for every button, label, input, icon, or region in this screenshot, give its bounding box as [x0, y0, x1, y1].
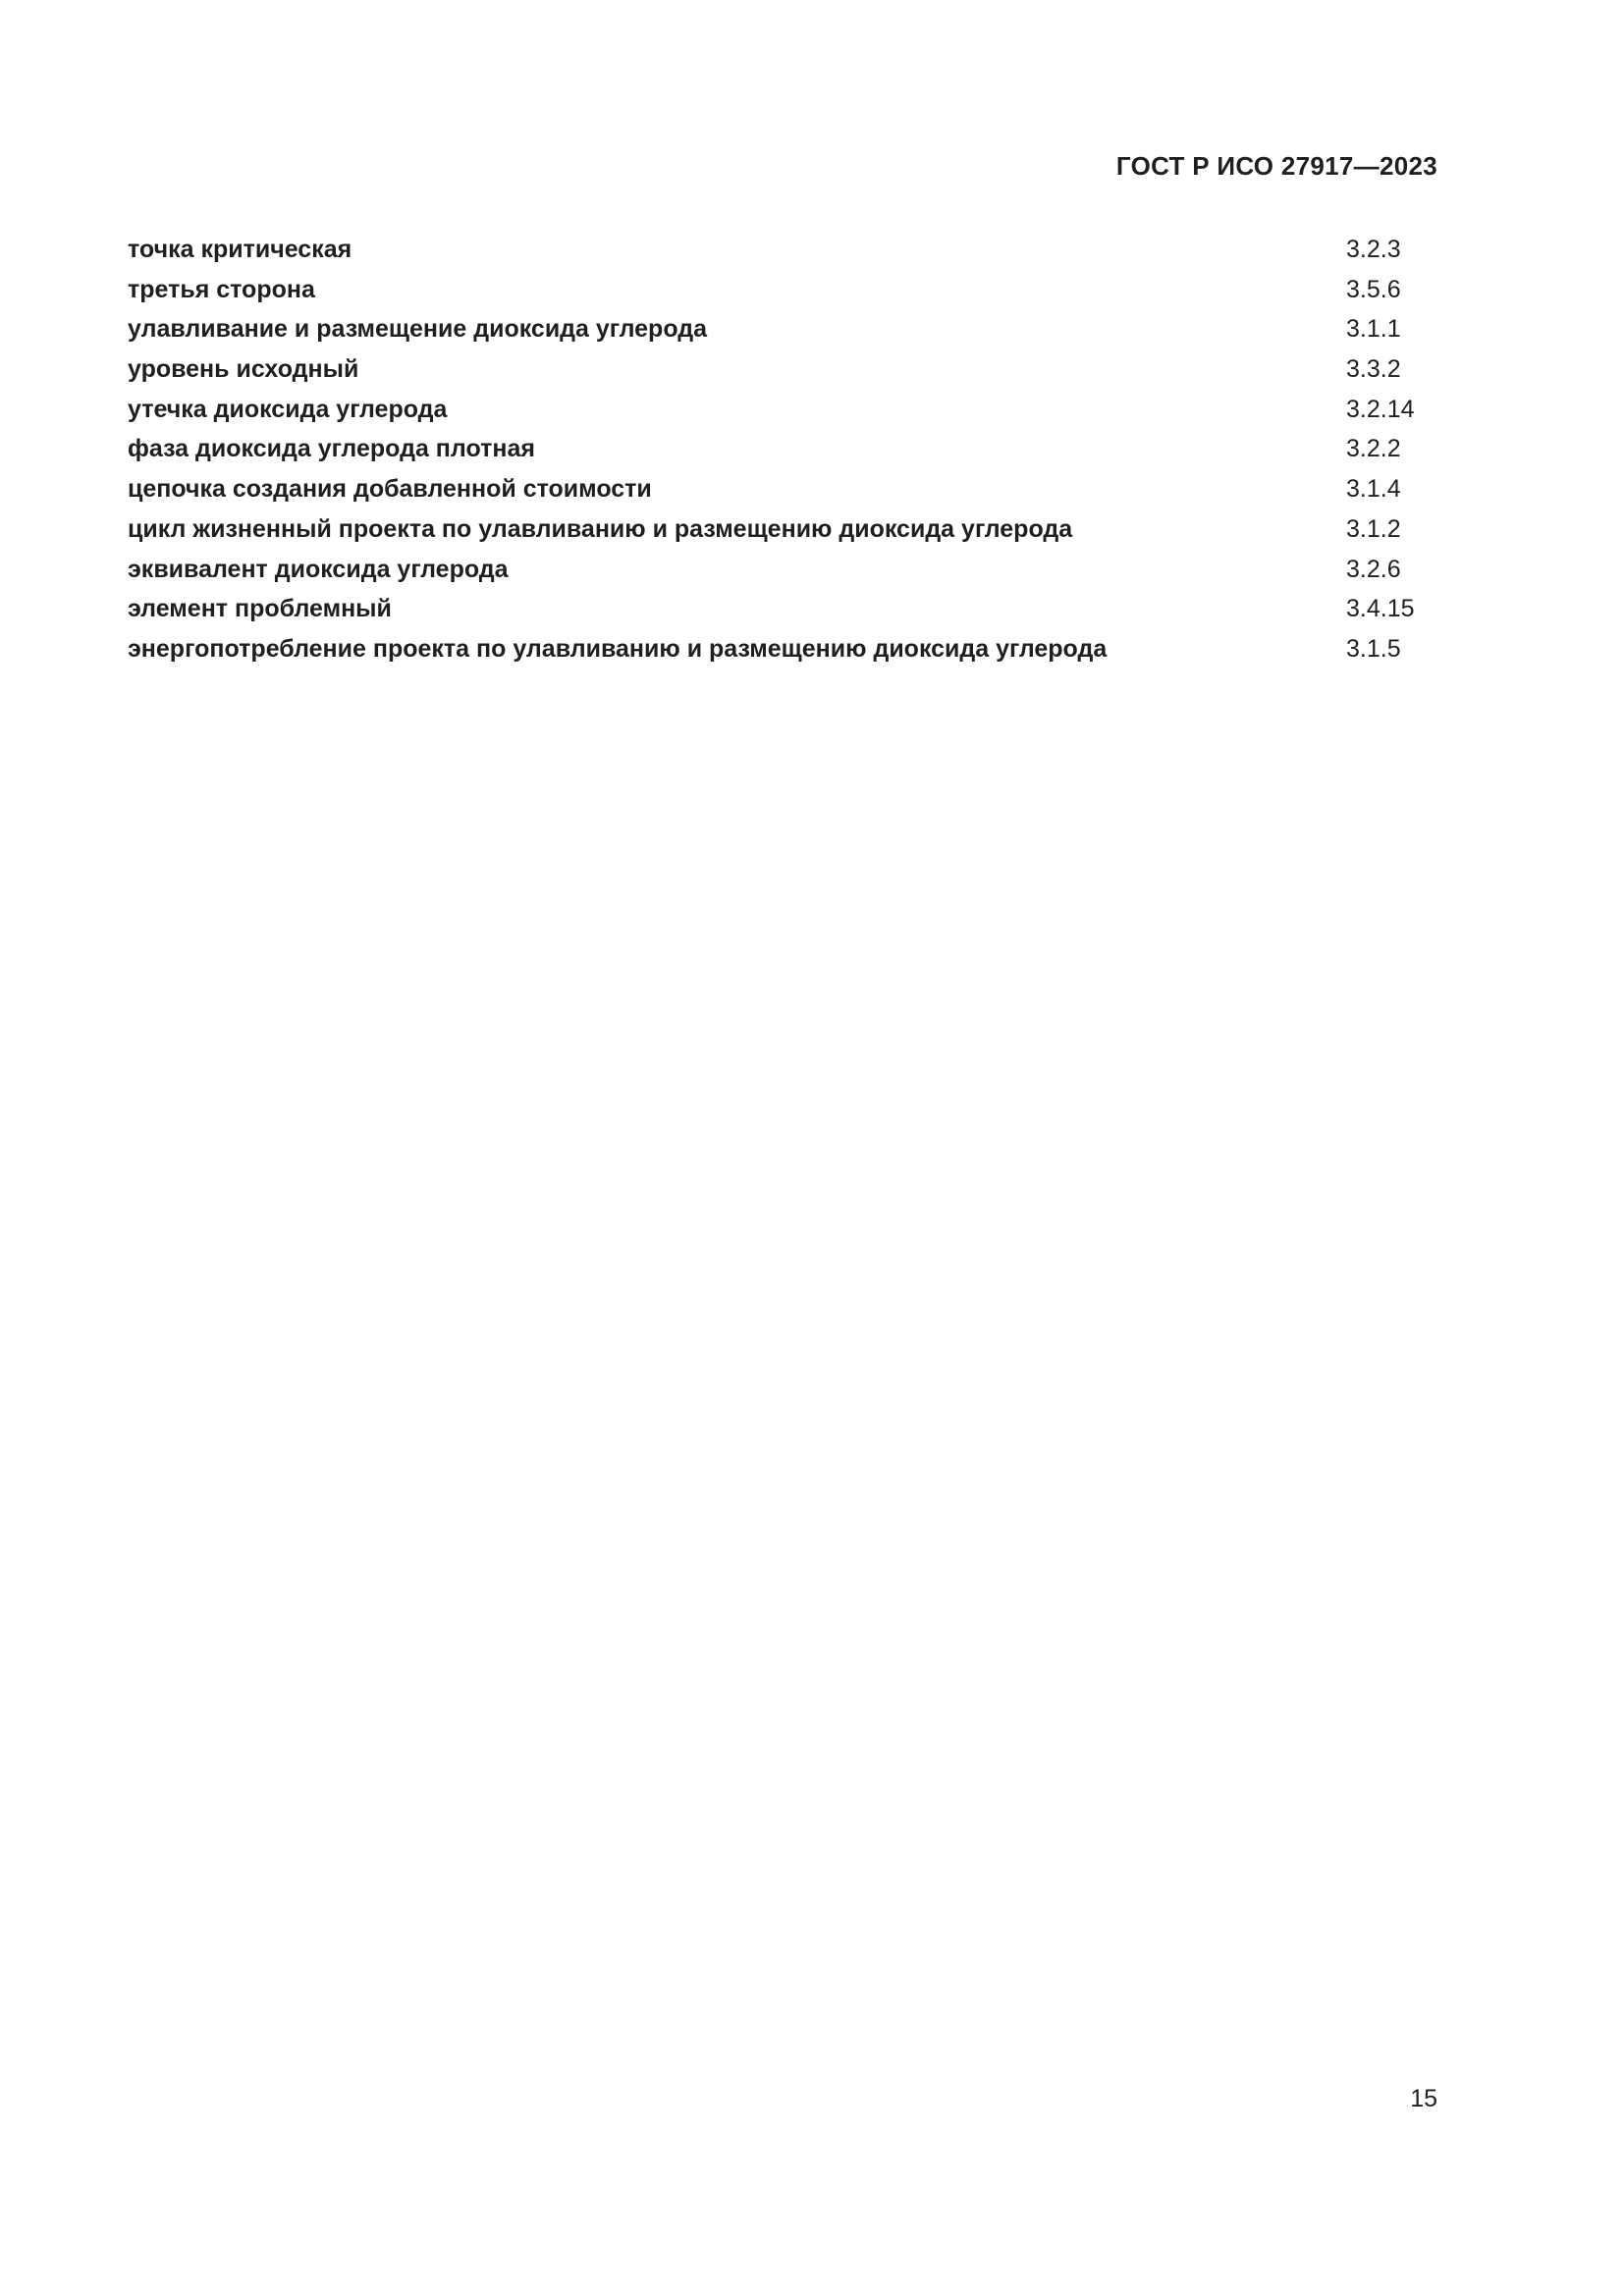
- index-ref: 3.4.15: [1346, 595, 1415, 623]
- index-term: цепочка создания добавленной стоимости: [128, 475, 652, 504]
- index-ref: 3.2.6: [1346, 555, 1401, 583]
- index-ref: 3.2.14: [1346, 395, 1415, 423]
- index-term: уровень исходный: [128, 355, 359, 384]
- index-entry: [128, 394, 1417, 434]
- index-entry: [128, 554, 1417, 594]
- index-entry: [128, 593, 1417, 633]
- index-term: эквивалент диоксида углерода: [128, 555, 509, 583]
- index-term: цикл жизненный проекта по улавливанию и размещению диоксида углерода: [128, 514, 1073, 543]
- page-number: 15: [1410, 2085, 1437, 2112]
- index-term: третья сторона: [128, 275, 315, 303]
- subject-index-list: [128, 234, 1417, 673]
- index-ref: 3.3.2: [1346, 355, 1401, 384]
- index-ref: 3.5.6: [1346, 275, 1401, 303]
- index-entry: [128, 274, 1417, 314]
- index-entry: [128, 473, 1417, 513]
- index-entry: [128, 234, 1417, 274]
- index-term: улавливание и размещение диоксида углерода: [128, 315, 708, 344]
- index-entry: [128, 313, 1417, 353]
- index-term: элемент проблемный: [128, 595, 392, 623]
- index-entry: [128, 513, 1417, 554]
- index-ref: 3.2.3: [1346, 236, 1401, 263]
- index-ref: 3.1.5: [1346, 634, 1401, 663]
- index-entry: [128, 433, 1417, 473]
- page-header: ГОСТ Р ИСО 27917—2023: [1115, 151, 1437, 181]
- index-ref: 3.1.4: [1346, 475, 1401, 504]
- index-ref: 3.2.2: [1346, 435, 1401, 463]
- index-term: утечка диоксида углерода: [128, 395, 448, 423]
- index-term: энергопотребление проекта по улавливанию и размещению диоксида углерода: [128, 634, 1108, 663]
- index-entry: [128, 353, 1417, 394]
- index-ref: 3.1.1: [1346, 315, 1401, 344]
- index-ref: 3.1.2: [1346, 514, 1401, 543]
- index-term: фаза диоксида углерода плотная: [128, 435, 535, 463]
- index-entry: [128, 633, 1417, 673]
- index-term: точка критическая: [128, 236, 352, 263]
